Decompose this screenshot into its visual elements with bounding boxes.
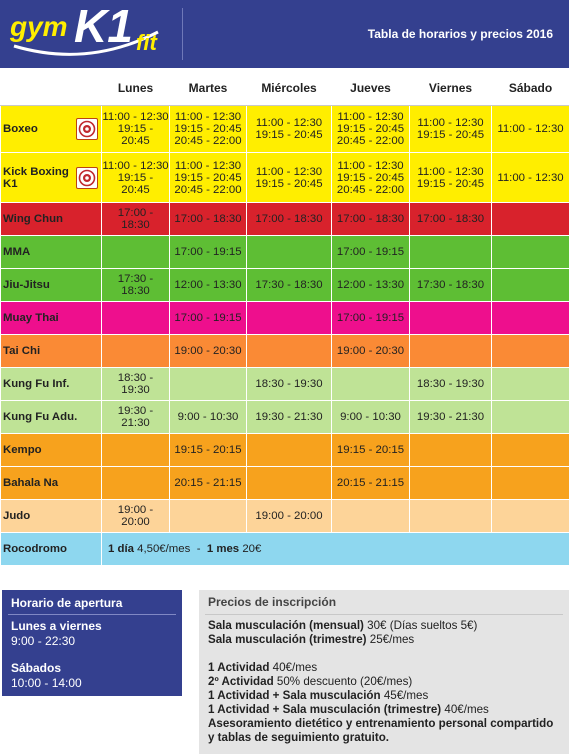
class-label [1, 236, 102, 269]
price-line: 1 Actividad 40€/mes [208, 661, 318, 674]
schedule-cell-friday [410, 236, 492, 269]
schedule-cell-thursday [332, 302, 410, 335]
schedule-cell-wednesday [247, 203, 332, 236]
schedule-cell-thursday [332, 500, 410, 533]
schedule-cell-tuesday [170, 401, 247, 434]
time-slot: 20:15 - 21:15 [336, 477, 405, 489]
schedule-cell-tuesday [170, 467, 247, 500]
time-slot: 17:00 - 18:30 [174, 213, 242, 225]
time-slot: 19:30 - 21:30 [255, 411, 323, 423]
time-slot: 17:00 - 19:15 [174, 312, 242, 324]
schedule-cell-monday [102, 203, 170, 236]
time-slot: 20:45 - 22:00 [174, 183, 242, 196]
rocodromo-row [1, 533, 569, 566]
logo-gym: gym [10, 11, 68, 42]
schedule-cell-wednesday [247, 500, 332, 533]
schedule-cell-friday [410, 434, 492, 467]
day-header-tuesday: Martes [170, 71, 247, 106]
page-title: Tabla de horarios y precios 2016 [367, 27, 553, 41]
time-slot: 19:15 - 20:45 [416, 129, 485, 141]
schedule-cell-monday [102, 106, 170, 153]
schedule-row [1, 269, 569, 302]
schedule-cell-monday [102, 368, 170, 401]
time-slot: 18:30 - 19:30 [117, 372, 154, 396]
schedule-cell-tuesday [170, 368, 247, 401]
time-slot: 17:00 - 19:15 [336, 246, 405, 258]
schedule-cell-thursday [332, 335, 410, 368]
price-line: 2º Actividad 50% descuento (20€/mes) [208, 675, 413, 688]
schedule-cell-saturday [492, 467, 569, 500]
schedule-cell-saturday [492, 203, 569, 236]
rocodromo-month-price: 20€ [242, 543, 262, 555]
class-name: Kick Boxing K1 [3, 165, 69, 190]
class-label [1, 467, 102, 500]
schedule-table [0, 70, 569, 566]
price-line: y tablas de seguimiento gratuito. [208, 731, 390, 744]
time-slot: 19:00 - 20:00 [117, 504, 154, 528]
day-header-thursday: Jueves [332, 71, 410, 106]
schedule-cell-saturday [492, 236, 569, 269]
time-slot: 17:00 - 18:30 [117, 207, 154, 231]
schedule-row [1, 401, 569, 434]
time-slot: 12:00 - 13:30 [174, 279, 242, 291]
opening-hours-divider [8, 614, 176, 615]
schedule-cell-saturday [492, 269, 569, 302]
rocodromo-month-label: 1 mes [206, 543, 240, 555]
rocodromo-prices [102, 533, 569, 566]
time-slot: 11:00 - 12:30 [337, 111, 404, 123]
schedule-row [1, 153, 569, 203]
weekdays-time: 9:00 - 22:30 [11, 634, 76, 648]
schedule-cell-friday [410, 302, 492, 335]
schedule-cell-friday [410, 500, 492, 533]
schedule-cell-tuesday [170, 434, 247, 467]
schedule-cell-friday [410, 368, 492, 401]
schedule-cell-tuesday [170, 153, 247, 203]
schedule-cell-thursday [332, 368, 410, 401]
time-slot: 11:00 - 12:30 [174, 111, 242, 123]
schedule-cell-saturday [492, 302, 569, 335]
opening-hours-title: Horario de apertura [11, 596, 123, 610]
schedule-cell-monday [102, 401, 170, 434]
schedule-cell-monday [102, 500, 170, 533]
time-slot: 19:00 - 20:30 [174, 345, 242, 357]
schedule-cell-monday [102, 467, 170, 500]
schedule-row [1, 203, 569, 236]
day-header-wednesday: Miércoles [247, 71, 332, 106]
time-slot: 11:00 - 12:30 [497, 171, 564, 184]
prices-title: Precios de inscripción [208, 595, 337, 609]
schedule-cell-saturday [492, 500, 569, 533]
day-header-friday: Viernes [410, 71, 492, 106]
price-line: 1 Actividad + Sala musculación (trimestre) 40€/mes [208, 703, 489, 716]
schedule-cell-thursday [332, 434, 410, 467]
time-slot: 17:30 - 18:30 [416, 279, 485, 291]
class-label [1, 434, 102, 467]
time-slot: 17:00 - 18:30 [255, 213, 323, 225]
class-name: Boxeo [3, 123, 38, 135]
schedule-row [1, 236, 569, 269]
schedule-cell-saturday [492, 106, 569, 153]
schedule-cell-friday [410, 153, 492, 203]
federation-badge-icon [76, 118, 98, 140]
price-line: 1 Actividad + Sala musculación 45€/mes [208, 689, 429, 702]
schedule-cell-saturday [492, 153, 569, 203]
schedule-cell-tuesday [170, 203, 247, 236]
class-label [1, 401, 102, 434]
schedule-cell-monday [102, 236, 170, 269]
schedule-cell-wednesday [247, 434, 332, 467]
time-slot: 17:00 - 19:15 [174, 246, 242, 258]
schedule-cell-saturday [492, 434, 569, 467]
federation-badge-icon [76, 167, 98, 189]
time-slot: 20:45 - 22:00 [336, 183, 405, 196]
schedule-cell-saturday [492, 401, 569, 434]
schedule-row [1, 335, 569, 368]
schedule-cell-tuesday [170, 302, 247, 335]
class-name: Jiu-Jitsu [3, 279, 50, 291]
time-slot: 17:00 - 18:30 [416, 213, 485, 225]
schedule-row [1, 434, 569, 467]
saturday-time: 10:00 - 14:00 [11, 676, 82, 690]
class-name: Wing Chun [3, 213, 63, 225]
class-label [1, 302, 102, 335]
price-line: Sala musculación (mensual) 30€ (Días sueltos 5€) [208, 619, 478, 632]
schedule-cell-wednesday [247, 335, 332, 368]
time-slot: 19:15 - 20:15 [174, 444, 242, 456]
time-slot: 11:00 - 12:30 [417, 117, 484, 129]
time-slot: 20:45 - 22:00 [336, 135, 405, 147]
time-slot: 19:30 - 21:30 [416, 411, 485, 423]
time-slot: 17:00 - 19:15 [336, 312, 405, 324]
schedule-cell-friday [410, 401, 492, 434]
class-label [1, 500, 102, 533]
time-slot: 17:00 - 18:30 [336, 213, 405, 225]
schedule-cell-friday [410, 269, 492, 302]
schedule-cell-thursday [332, 203, 410, 236]
schedule-cell-tuesday [170, 106, 247, 153]
time-slot: 19:15 - 20:45 [336, 171, 405, 184]
rocodromo-day-price: 4,50€/mes [137, 543, 191, 555]
schedule-cell-wednesday [247, 153, 332, 203]
header-divider [182, 8, 183, 60]
time-slot: 20:15 - 21:15 [174, 477, 242, 489]
opening-hours-panel [2, 590, 182, 696]
time-slot: 11:00 - 12:30 [102, 159, 169, 172]
time-slot: 11:00 - 12:30 [337, 159, 404, 172]
day-header-monday: Lunes [102, 71, 170, 106]
schedule-cell-thursday [332, 106, 410, 153]
schedule-cell-thursday [332, 401, 410, 434]
class-name: Tai Chi [3, 345, 41, 357]
class-label [1, 335, 102, 368]
time-slot: 19:15 - 20:45 [255, 177, 323, 190]
time-slot: 11:00 - 12:30 [102, 111, 169, 123]
time-slot: 19:15 - 20:15 [336, 444, 405, 456]
time-slot: 11:00 - 12:30 [174, 159, 242, 172]
schedule-cell-thursday [332, 467, 410, 500]
schedule-cell-wednesday [247, 467, 332, 500]
time-slot: 18:30 - 19:30 [255, 378, 323, 390]
time-slot: 18:30 - 19:30 [416, 378, 485, 390]
schedule-cell-friday [410, 203, 492, 236]
class-name: Kempo [3, 444, 42, 456]
time-slot: 9:00 - 10:30 [340, 411, 401, 423]
class-name: MMA [3, 246, 31, 258]
rocodromo-separator: - [196, 543, 201, 555]
schedule-row [1, 467, 569, 500]
schedule-row [1, 302, 569, 335]
class-label [1, 153, 102, 203]
schedule-cell-thursday [332, 236, 410, 269]
schedule-cell-monday [102, 434, 170, 467]
schedule-cell-monday [102, 302, 170, 335]
time-slot: 12:00 - 13:30 [336, 279, 405, 291]
time-slot: 11:00 - 12:30 [497, 123, 564, 135]
time-slot: 11:00 - 12:30 [255, 165, 323, 178]
header [0, 0, 569, 68]
rocodromo-label: Rocodromo [1, 533, 102, 566]
schedule-cell-wednesday [247, 368, 332, 401]
schedule-cell-saturday [492, 368, 569, 401]
price-line: Asesoramiento dietético y entrenamiento personal compartido [208, 717, 554, 730]
prices-divider [205, 614, 563, 615]
saturday-label: Sábados [11, 661, 62, 675]
time-slot: 11:00 - 12:30 [417, 165, 484, 178]
schedule-cell-monday [102, 269, 170, 302]
time-slot: 19:15 - 20:45 [336, 123, 405, 135]
time-slot: 19:15 - 20:45 [174, 123, 242, 135]
price-line: Sala musculación (trimestre) 25€/mes [208, 633, 415, 646]
schedule-cell-wednesday [247, 401, 332, 434]
schedule-cell-monday [102, 153, 170, 203]
schedule-cell-wednesday [247, 106, 332, 153]
time-slot: 11:00 - 12:30 [255, 117, 323, 129]
schedule-cell-tuesday [170, 269, 247, 302]
schedule-cell-thursday [332, 153, 410, 203]
time-slot: 19:00 - 20:00 [255, 510, 323, 522]
schedule-cell-wednesday [247, 302, 332, 335]
schedule-cell-wednesday [247, 236, 332, 269]
schedule-cell-friday [410, 335, 492, 368]
schedule-cell-wednesday [247, 269, 332, 302]
prices-panel [199, 590, 569, 754]
rocodromo-day-label: 1 día [108, 543, 134, 555]
class-name: Kung Fu Adu. [3, 411, 78, 423]
schedule-body [1, 106, 569, 533]
time-slot: 19:15 - 20:45 [117, 171, 154, 196]
logo-k1: K1 [74, 2, 133, 52]
schedule-row [1, 368, 569, 401]
time-slot: 19:30 - 21:30 [117, 405, 154, 429]
class-name: Kung Fu Inf. [3, 378, 70, 390]
schedule-cell-tuesday [170, 500, 247, 533]
schedule-cell-monday [102, 335, 170, 368]
gym-k1-fit-logo [8, 2, 183, 64]
time-slot: 19:15 - 20:45 [117, 123, 154, 147]
class-label [1, 269, 102, 302]
schedule-row [1, 106, 569, 153]
time-slot: 19:15 - 20:45 [255, 129, 323, 141]
time-slot: 19:15 - 20:45 [174, 171, 242, 184]
class-name: Judo [3, 510, 31, 522]
schedule-cell-tuesday [170, 335, 247, 368]
logo-fit: fit [136, 30, 157, 55]
class-name: Muay Thai [3, 312, 59, 324]
time-slot: 17:30 - 18:30 [255, 279, 323, 291]
schedule-cell-friday [410, 467, 492, 500]
time-slot: 20:45 - 22:00 [174, 135, 242, 147]
schedule-cell-tuesday [170, 236, 247, 269]
schedule-cell-friday [410, 106, 492, 153]
schedule-header-row [1, 71, 569, 106]
time-slot: 19:15 - 20:45 [416, 177, 485, 190]
class-name: Bahala Na [3, 477, 59, 489]
class-label [1, 106, 102, 153]
class-label [1, 368, 102, 401]
time-slot: 19:00 - 20:30 [336, 345, 405, 357]
corner-cell [1, 71, 102, 106]
day-header-saturday: Sábado [492, 71, 569, 106]
time-slot: 17:30 - 18:30 [117, 273, 154, 297]
schedule-row [1, 500, 569, 533]
class-label [1, 203, 102, 236]
time-slot: 9:00 - 10:30 [177, 411, 239, 423]
weekdays-label: Lunes a viernes [11, 619, 102, 633]
schedule-cell-thursday [332, 269, 410, 302]
schedule-cell-saturday [492, 335, 569, 368]
